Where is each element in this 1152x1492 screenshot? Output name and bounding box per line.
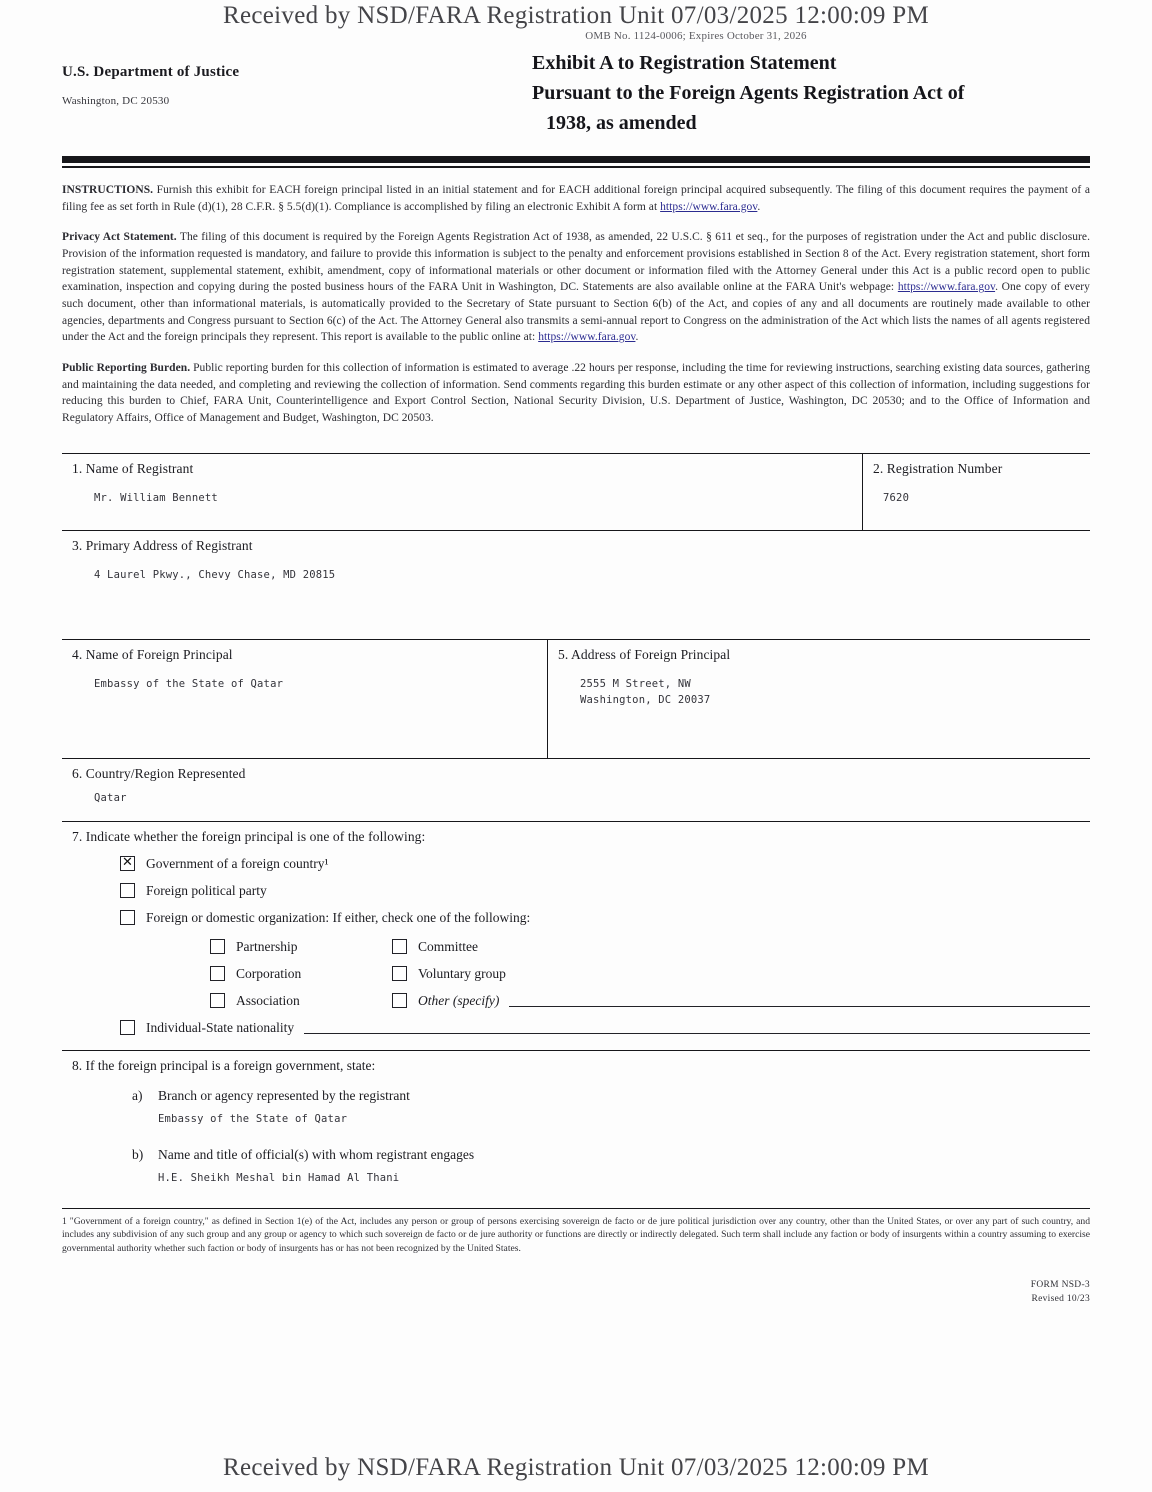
checkbox-row-government[interactable] [120,856,1090,872]
field-2-value: 7620 [883,491,910,504]
field-foreign-principal-address[interactable] [547,640,1090,758]
form-sheet [62,30,1090,1306]
agency-name: U.S. Department of Justice [62,64,240,80]
footnote: 1 "Government of a foreign country," as defined in Section 1(e) of the Act, includes any person or group of persons exercising sovereign de facto or de jure political jurisdiction over any country, other than the United States, or over any part of such country, and includes any subdivision of any such group and any group or agency to which such sovereign de facto or de jure authority or functions are directly or indirectly delegated. Such term shall include any faction or body of insurgents within a country assuming to exercise governmental authority whether such faction or body of insurgents has or has not been recognized by the United States. [62,1208,1090,1256]
burden-text: Public reporting burden for this collection of information is estimated to average .22 hours per response, including the time for reviewing instructions, searching existing data sources, gathering and maintaining the data needed, and completing and reviewing the collection of information. Send comments regarding this burden estimate or any other aspect of this collection of information, including suggestions for reducing this burden to Chief, FARA Unit, Counterintelligence and Export Control Section, National Security Division, U.S. Department of Justice, Washington, DC 20530; and to the Office of Information and Regulatory Affairs, Office of Management and Budget, Washington, DC 20503. [62,362,1090,425]
checkbox-organization-icon[interactable] [120,910,135,925]
checkbox-government-label: Government of a foreign country¹ [146,855,329,871]
checkbox-row-political-party[interactable] [120,883,1090,899]
checkbox-row-partnership[interactable] [210,939,392,955]
checkbox-political-party-icon[interactable] [120,883,135,898]
checkbox-individual-icon[interactable] [120,1020,135,1035]
row-primary-address [62,530,1090,639]
form-number: FORM NSD-3 [1030,1279,1090,1290]
privacy-text: The filing of this document is required by the Foreign Agents Registration Act of 1938, as amended, 22 U.S.C. § 611 et seq., for the purposes of registration under the Act and public disclosure. Provision of the information requested is mandatory, and failure to provide this information is subject to the penalty and enforcement provisions established in Section 8 of the Act. Every registration statement, short form registration statement, supplemental statement, exhibit, amendment, copy of informational materials or other document or information filed with the Attorney General under this Act is a public record open to public examination, inspection and copying during the posted business hours of the FARA Unit in Washington, DC. Statements are also available online at the FARA Unit's webpage: [62,231,1091,294]
burden-label: Public Reporting Burden. [62,362,191,375]
field-registrant-name[interactable] [62,454,862,530]
received-stamp-bottom: Received by NSD/FARA Registration Unit 07/03/2025 12:00:09 PM [222,1454,930,1481]
field-foreign-principal-name[interactable] [62,640,547,758]
checkbox-row-corporation[interactable] [210,966,392,982]
field-3-value: 4 Laurel Pkwy., Chevy Chase, MD 20815 [94,568,336,581]
checkbox-partnership-icon[interactable] [210,939,225,954]
checkbox-row-organization[interactable] [120,910,1090,926]
form-title-line3: 1938, as amended [546,112,697,134]
field-6-value: Qatar [94,791,127,804]
received-stamp-top: Received by NSD/FARA Registration Unit 07/03/2025 12:00:09 PM [222,2,930,29]
field-5-value-line1: 2555 M Street, NW [580,677,691,690]
checkbox-association-icon[interactable] [210,993,225,1008]
field-5-value-line2: Washington, DC 20037 [580,694,711,706]
section-8a-marker: a) [132,1087,143,1103]
burden-paragraph [62,360,1090,427]
section-8b-label: Name and title of official(s) with whom registrant engages [158,1146,475,1162]
form-title-line1: Exhibit A to Registration Statement [532,52,837,74]
other-specify-input[interactable] [509,995,1090,1007]
privacy-paragraph: Privacy Act Statement. The filing of this document is required by the Foreign Agents Registration Act of 1938, as amended, 22 U.S.C. § 611 et seq., for the purposes of registration under the Act and public disclosure. Provision of the information requested is mandatory, and failure to provide this information is subject to the penalty and enforcement provisions established in Section 8 of the Act. Every registration statement, short form registration statement, supplemental statement, exhibit, amendment, copy of informational materials or other document or information filed with the Attorney General under this Act is a public record open to public examination, inspection and copying during the posted business hours of the FARA Unit in Washington, DC. Statements are also available online at the FARA Unit's webpage: https://www.fara.gov. One copy of every such document, other than informational materials, is automatically provided to the Secretary of State pursuant to Section 6(b) of the Act, and copies of any and all documents are routinely made available to other agencies, departments and Congress pursuant to Section 6(c) of the Act. The Attorney General also transmits a semi-annual report to Congress on the administration of the Act which lists the names of all agents registered under the Act and the foreign principals they represent. This report is available to the public online at: https://www.fara.gov. [62,231,1091,344]
section-8a-question [132,1088,1090,1104]
checkbox-political-party-label: Foreign political party [146,882,267,898]
field-3-label: 3. Primary Address of Registrant [72,537,253,553]
checkbox-other-label: Other (specify) [418,992,500,1008]
form-revision: Revised 10/23 [1031,1293,1090,1304]
instructions-label: INSTRUCTIONS. [62,184,154,196]
form-fields [62,453,1090,1196]
organization-subtypes-left [72,928,392,1009]
instructions-text: Furnish this exhibit for EACH foreign principal listed in an initial statement and for EACH additional foreign principal acquired subsequently. The filing of this document requires the payment of a filing fee as set forth in Rule (d)(1), 28 C.F.R. § 5.5(d)(1). Compliance is accomplished by filing an electronic Exhibit A form at [62,184,1090,213]
privacy-text-2: . One copy of every such document, other than informational materials, is automatically provided to the Secretary of State pursuant to Section 6(b) of the Act, and copies of any and all documents are routinely made available to other agencies, departments and Congress pursuant to Section 6(c) of the Act. The Attorney General also transmits a semi-annual report to Congress on the administration of the Act which lists the names of all agents registered under the Act and the foreign principals they represent. This report is available to the public online at: [62,281,1090,344]
section-8-label: 8. If the foreign principal is a foreign government, state: [72,1057,376,1073]
checkbox-row-voluntary-group[interactable] [392,966,1090,982]
field-4-value: Embassy of the State of Qatar [94,677,284,690]
checkbox-association-label: Association [236,992,300,1008]
form-header [62,48,1090,138]
field-1-value: Mr. William Bennett [94,491,218,504]
agency-block [62,48,522,107]
checkbox-row-committee[interactable] [392,939,1090,955]
checkbox-voluntary-group-label: Voluntary group [418,965,506,981]
section-7-label: 7. Indicate whether the foreign principal is one of the following: [72,828,426,844]
section-8a-label: Branch or agency represented by the registrant [158,1087,410,1103]
form-title-line2: Pursuant to the Foreign Agents Registration Act of [532,82,965,104]
section-8 [62,1050,1090,1196]
field-1-label: 1. Name of Registrant [72,460,194,476]
checkbox-government-icon[interactable] [120,856,135,871]
instructions-paragraph: INSTRUCTIONS. Furnish this exhibit for EACH foreign principal listed in an initial statement and for EACH additional foreign principal acquired subsequently. The filing of this document requires the payment of a filing fee as set forth in Rule (d)(1), 28 C.F.R. § 5.5(d)(1). Compliance is accomplished by filing an electronic Exhibit A form at https://www.fara.gov. [62,184,1090,213]
checkbox-voluntary-group-icon[interactable] [392,966,407,981]
checkbox-organization-label: Foreign or domestic organization: If either, check one of the following: [146,909,531,925]
privacy-label: Privacy Act Statement. [62,231,177,244]
checkbox-committee-icon[interactable] [392,939,407,954]
field-registration-number[interactable] [862,454,1090,530]
agency-address: Washington, DC 20530 [62,95,170,107]
section-8b-question [132,1147,1090,1163]
section-8a-value: Embassy of the State of Qatar [158,1112,348,1125]
field-2-label: 2. Registration Number [873,460,1003,476]
checkbox-other-icon[interactable] [392,993,407,1008]
field-country-represented[interactable] [62,759,1090,821]
checkbox-row-other[interactable] [392,993,1090,1009]
checkbox-corporation-icon[interactable] [210,966,225,981]
organization-subtypes [72,928,1090,1009]
omb-notice: OMB No. 1124-0006; Expires October 31, 2026 [585,30,807,42]
section-7 [62,821,1090,1050]
checkbox-individual-label: Individual-State nationality [146,1019,295,1035]
row-country-represented [62,758,1090,821]
checkbox-row-association[interactable] [210,993,392,1009]
section-8b-marker: b) [132,1146,144,1162]
fara-link-privacy-2[interactable]: https://www.fara.gov [538,331,636,344]
individual-nationality-input[interactable] [304,1022,1090,1034]
header-divider [62,156,1090,168]
form-meta [62,1278,1090,1307]
row-foreign-principal [62,639,1090,758]
row-registrant [62,453,1090,530]
organization-subtypes-right [392,928,1090,1009]
checkbox-partnership-label: Partnership [236,938,298,954]
checkbox-corporation-label: Corporation [236,965,302,981]
section-8b-value: H.E. Sheikh Meshal bin Hamad Al Thani [158,1171,400,1184]
field-6-label: 6. Country/Region Represented [72,765,246,781]
form-title-block [522,48,1090,138]
page-title [532,48,1090,138]
field-4-label: 4. Name of Foreign Principal [72,646,233,662]
field-5-label: 5. Address of Foreign Principal [558,646,731,662]
checkbox-committee-label: Committee [418,938,478,954]
field-primary-address[interactable] [62,531,1090,639]
fara-link-privacy-1[interactable]: https://www.fara.gov [897,281,996,294]
fara-link-instructions[interactable]: https://www.fara.gov [660,200,758,213]
checkbox-row-individual[interactable] [120,1020,1090,1036]
